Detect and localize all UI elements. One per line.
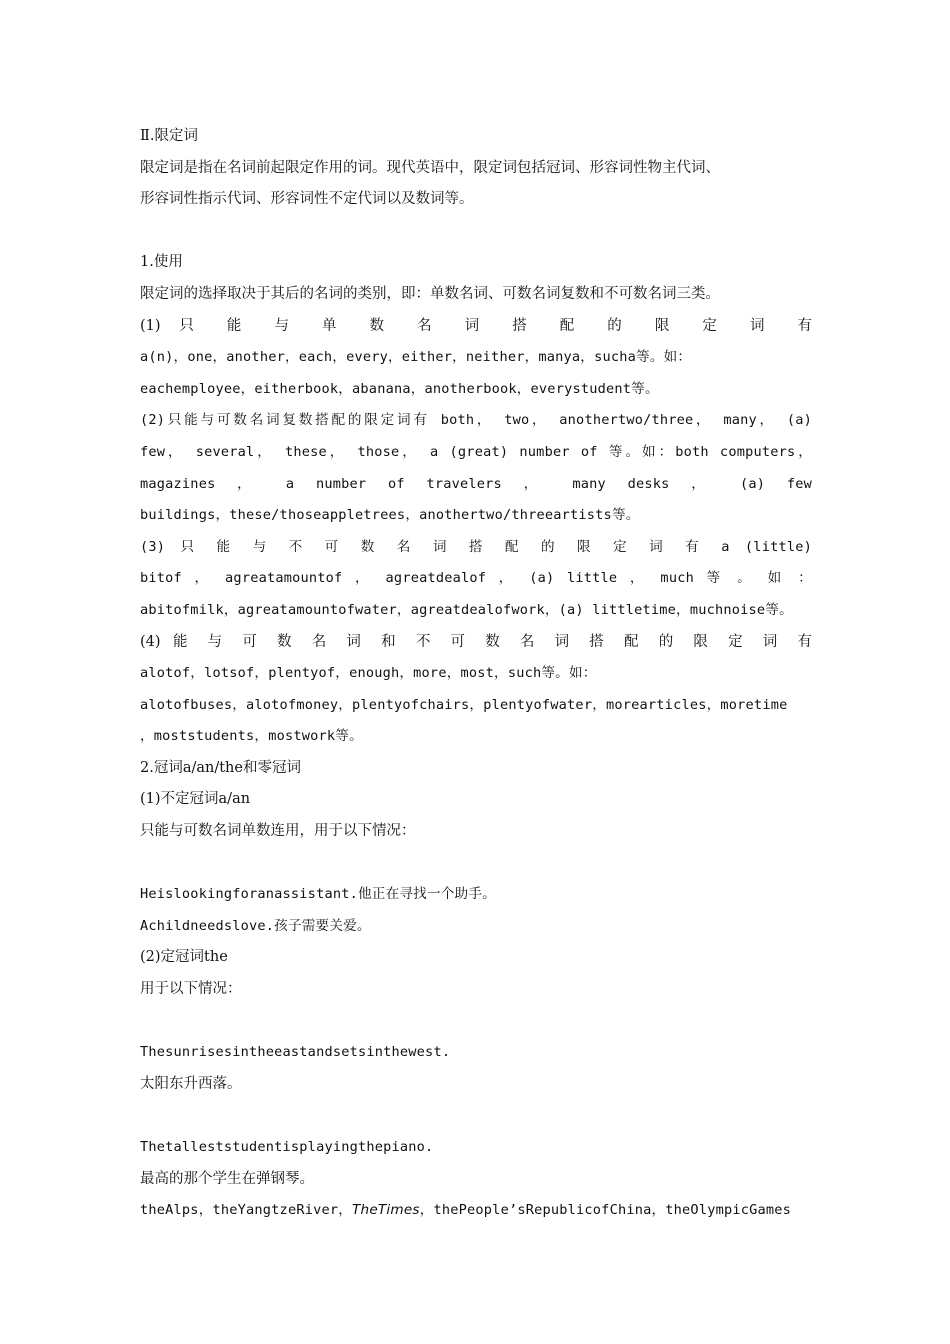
intro-line-2: 形容词性指示代词、形容词性不定代词以及数词等。 bbox=[140, 191, 474, 208]
example-4-english: Thetalleststudentisplayingthepiano. bbox=[140, 1139, 434, 1155]
example-1: Heislookingforanassistant.他正在寻找一个助手。 bbox=[140, 886, 496, 903]
rule-3-line-1: (3) 只 能 与 不 可 数 名 词 搭 配 的 限 定 词 有 a (little) bbox=[140, 538, 812, 555]
section-1-intro: 限定词的选择取决于其后的名词的类别，即：单数名词、可数名词复数和不可数名词三类。 bbox=[140, 285, 720, 302]
rule-4-line-4: ，moststudents，mostwork等。 bbox=[140, 728, 363, 745]
rule-1-line-2: a(n)，one，another，each，every，either，neither，manya，sucha等。如： bbox=[140, 349, 692, 366]
blank-line bbox=[140, 848, 812, 880]
newspaper-title-italic: TheTimes bbox=[352, 1202, 420, 1219]
proper-nouns-part-1: theAlps，theYangtzeRiver， bbox=[140, 1202, 353, 1219]
blank-line bbox=[140, 216, 812, 248]
section-2a-title: (1)不定冠词a/an bbox=[140, 791, 251, 808]
rule-2-line-2: few， several， these， those， a (great) number of 等。如：both computers， bbox=[140, 443, 812, 460]
example-3-english: Thesunrisesintheeastandsetsinthewest. bbox=[140, 1044, 451, 1061]
document-page bbox=[140, 121, 812, 1227]
blank-line bbox=[140, 1100, 812, 1132]
section-2-title: 2.冠词a/an/the和零冠词 bbox=[140, 759, 301, 776]
rule-3-line-3: abitofmilk，agreatamountofwater，agreatdealofwork，(a) littletime，muchnoise等。 bbox=[140, 601, 793, 618]
rule-4-line-3: alotofbuses，alotofmoney，plentyofchairs，plentyofwater，morearticles，moretime bbox=[140, 696, 788, 713]
example-2: Achildneedslove.孩子需要关爱。 bbox=[140, 917, 371, 934]
section-2b-intro: 用于以下情况： bbox=[140, 981, 242, 998]
section-2a-intro: 只能与可数名词单数连用，用于以下情况： bbox=[140, 823, 416, 840]
proper-nouns-line bbox=[140, 1195, 812, 1227]
rule-4-line-1: (4) 能 与 可 数 名 词 和 不 可 数 名 词 搭 配 的 限 定 词 有 bbox=[140, 633, 812, 650]
rule-1-line-3: eachemployee，eitherbook，abanana，anotherbook，everystudent等。 bbox=[140, 380, 659, 397]
rule-3-line-2: bitof ， agreatamountof ， agreatdealof ， (a) little ， much 等 。 如 ： bbox=[140, 570, 812, 587]
rule-1-line-1: (1) 只 能 与 单 数 名 词 搭 配 的 限 定 词 有 bbox=[140, 317, 812, 334]
rule-4-line-2: alotof，lotsof，plentyof，enough，more，most，such等。如： bbox=[140, 665, 597, 682]
rule-2-line-4: buildings，these/thoseappletrees，anothertwo/threeartists等。 bbox=[140, 507, 640, 524]
section-1-title: 1.使用 bbox=[140, 254, 183, 271]
intro-line-1: 限定词是指在名词前起限定作用的词。现代英语中，限定词包括冠词、形容词性物主代词、 bbox=[140, 159, 720, 176]
proper-nouns-part-2: ，thePeople’sRepublicofChina，theOlympicGames bbox=[419, 1202, 792, 1219]
blank-line bbox=[140, 1006, 812, 1038]
example-3-chinese: 太阳东升西落。 bbox=[140, 1075, 242, 1092]
example-4-chinese: 最高的那个学生在弹钢琴。 bbox=[140, 1170, 314, 1187]
section-2b-title: (2)定冠词the bbox=[140, 949, 228, 966]
rule-2-line-3: magazines ， a number of travelers ， many desks ， (a) few bbox=[140, 475, 812, 492]
rule-2-line-1: (2)只能与可数名词复数搭配的限定词有 both， two， anothertwo/three， many， (a) bbox=[140, 412, 812, 429]
section-heading: Ⅱ.限定词 bbox=[140, 128, 198, 144]
